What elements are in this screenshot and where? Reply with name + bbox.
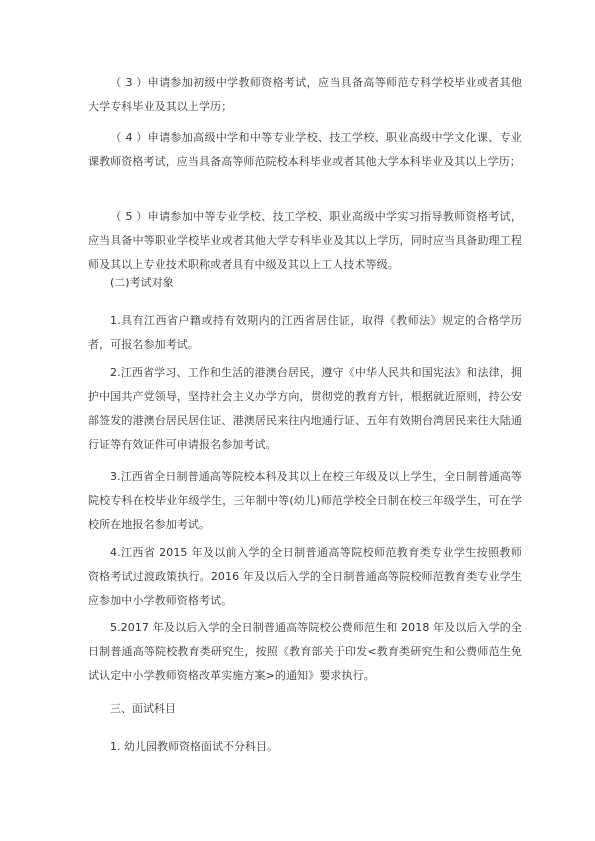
paragraph-candidate-4: 4.江西省 2015 年及以前入学的全日制普通高等院校师范教育类专业学生按照教师资格考试过渡政策执行。2016 年及以后入学的全日制普通高等院校师范教育类专业学生应参加中小学教师资格考试。 xyxy=(88,546,522,607)
paragraph-interview-kindergarten: 1. 幼儿园教师资格面试不分科目。 xyxy=(110,740,278,753)
paragraph-candidate-1: 1.具有江西省户籍或持有效期内的江西省居住证，取得《教师法》规定的合格学历者，可报名参加考试。 xyxy=(88,314,522,351)
paragraph-requirement-4: （ 4 ）申请参加高级中学和中等专业学校、技工学校、职业高级中学文化课、专业课教师资格考试，应当具备高等师范院校本科毕业或者其他大学本科毕业及其以上学历； xyxy=(88,131,522,168)
paragraph-candidate-5: 5.2017 年及以后入学的全日制普通高等院校公费师范生和 2018 年及以后入学的全日制普通高等院校教育类研究生，按照《教育部关于印发<教育类研究生和公费师范生免试认定中小学教师资格改革实施方案>的通知》要求执行。 xyxy=(88,621,522,682)
paragraph-requirement-3: （ 3 ）申请参加初级中学教师资格考试，应当具备高等师范专科学校毕业或者其他大学专科毕业及其以上学历； xyxy=(88,76,522,113)
paragraph-candidate-2: 2.江西省学习、工作和生活的港澳台居民，遵守《中华人民共和国宪法》和法律，拥护中国共产党领导，坚持社会主义办学方向，贯彻党的教育方针，根据就近原则，持公安部签发的港澳台居民居住证、港澳居民来往内地通行证、五年有效期台湾居民来往大陆通行证等有效证件可申请报名参加考试。 xyxy=(88,366,522,451)
section-heading-exam-candidates: (二)考试对象 xyxy=(110,276,174,289)
section-heading-interview-subjects: 三、面试科目 xyxy=(110,702,176,715)
paragraph-candidate-3: 3.江西省全日制普通高等院校本科及其以上在校三年级及以上学生，全日制普通高等院校专科在校毕业年级学生，三年制中等(幼儿)师范学校全日制在校三年级学生，可在学校所在地报名参加考试。 xyxy=(88,470,522,531)
paragraph-requirement-5: （ 5 ）申请参加中等专业学校、技工学校、职业高级中学实习指导教师资格考试，应当具备中等职业学校毕业或者其他大学专科毕业及其以上学历，同时应当具备助理工程师及其以上专业技术职称或者具有中级及其以上工人技术等级。 xyxy=(88,210,522,271)
